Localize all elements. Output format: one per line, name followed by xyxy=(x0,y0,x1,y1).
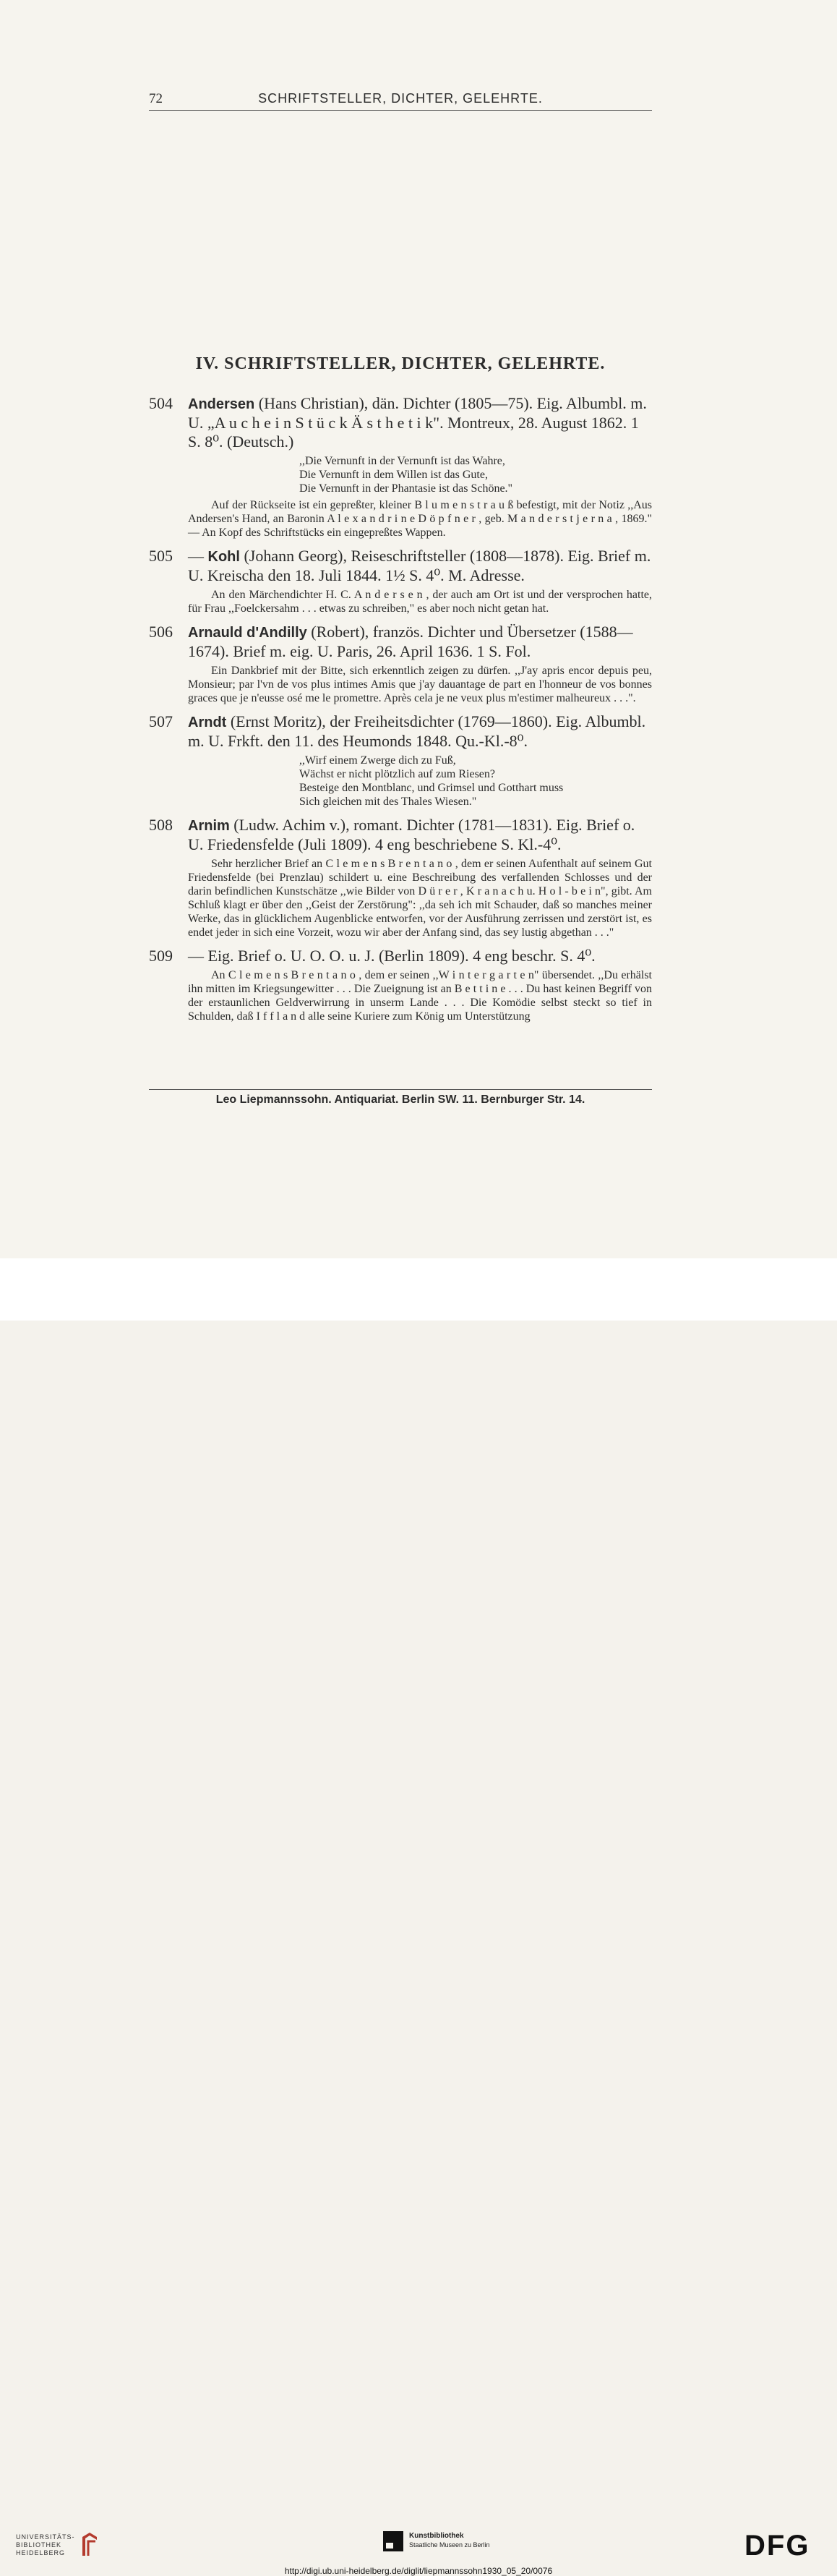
kunstbibliothek-subtitle: Staatliche Museen zu Berlin xyxy=(409,2541,490,2549)
entry-506 xyxy=(149,623,652,705)
kunstbibliothek-title: Kunstbibliothek xyxy=(409,2532,464,2540)
entry-prefix: — xyxy=(188,947,208,965)
header-rule xyxy=(149,110,652,111)
entry-note: An C l e m e n s B r e n t a n o , dem er seinen ,,W i n t e r g a r t e n" übersendet. ,,Du erhälst ihn mitten im Kriegsungewitter . . . Die Zueignung ist an B e t t i n e . . . Du hast keinen Begriff von der erstaunlichen Geldverwirrung in unserm Lande . . . Die Komödie selbst steckt so tief in Schulden, daß I f f l a n d alle seine Kuriere zum König um Unterstützung xyxy=(188,969,652,1023)
entry-poem xyxy=(299,754,652,809)
entry-507 xyxy=(149,712,652,809)
kunstbibliothek-logo-icon xyxy=(383,2531,403,2551)
university-line: HEIDELBERG xyxy=(16,2549,66,2556)
entry-note: An den Märchendichter H. C. A n d e r s e n , der auch am Ort ist und der versprochen hatte, für Frau ,,Foelckersahm . . . etwas zu schreiben," es aber noch nicht getan hat. xyxy=(188,589,652,615)
entry-number: 509 xyxy=(149,947,173,965)
permalink-url[interactable]: http://digi.ub.uni-heidelberg.de/diglit/liepmannssohn1930_05_20/0076 xyxy=(284,2566,553,2576)
entry-head xyxy=(149,623,652,661)
entry-head xyxy=(149,816,652,854)
entry-head-text: (Ernst Moritz), der Freiheitsdichter (1769—1860). Eig. Albumbl. m. U. Frkft. den 11. des Heumonds 1848. Qu.-Kl.-8⁰. xyxy=(188,712,646,750)
poem-line: Die Vernunft in der Phantasie ist das Schöne." xyxy=(299,482,513,495)
viewer-footer-bar xyxy=(0,1258,837,2576)
university-line: UNIVERSITÄTS- xyxy=(16,2533,75,2541)
entry-note: Ein Dankbrief mit der Bitte, sich erkenntlich zeigen zu dürfen. ,,J'ay apris encor depuis peu, Monsieur; par l'vn de vos plus intimes Amis que j'ay dauantage de part en l'honneur de vos bonnes graces que je n'eusse osé me le promettre. Après cela je ne veux plus m'estimer malheureux . . .". xyxy=(188,665,652,704)
poem-line: Besteige den Montblanc, und Grimsel und Gotthart muss xyxy=(299,782,564,794)
entry-head-text: (Hans Christian), dän. Dichter (1805—75). Eig. Albumbl. m. U. „A u c h e i n S t ü c k Ä s t h e t i k". Montreux, 28. August 1862. 1 S. 8⁰. (Deutsch.) xyxy=(188,394,647,451)
university-logo-icon xyxy=(80,2530,100,2559)
bleed-through xyxy=(152,127,652,143)
entry-number: 506 xyxy=(149,623,173,641)
entry-504 xyxy=(149,394,652,539)
entry-508 xyxy=(149,816,652,939)
entry-note: Auf der Rückseite ist ein gepreßter, kleiner B l u m e n s t r a u ß befestigt, mit der Notiz ,,Aus Andersen's Hand, an Baronin A l e x a n d r i n e D ö p f n e r , geb. M a n d e r s t j e r n a , 1869." — An Kopf des Schriftstücks ein eingepreßtes Wappen. xyxy=(188,499,652,539)
university-library-label xyxy=(16,2533,75,2557)
publisher-footer: Leo Liepmannssohn. Antiquariat. Berlin SW. 11. Bernburger Str. 14. xyxy=(215,1093,585,1106)
university-line: BIBLIOTHEK xyxy=(16,2541,62,2549)
entry-headword: Arnauld d'Andilly xyxy=(188,625,307,641)
entry-head-text: Eig. Brief o. U. O. O. u. J. (Berlin 1809). 4 eng beschr. S. 4⁰. xyxy=(207,947,596,965)
entries-list xyxy=(149,394,652,1031)
entry-headword: Kohl xyxy=(207,549,240,565)
entry-number: 508 xyxy=(149,816,173,834)
entry-head xyxy=(149,712,652,751)
poem-line: Die Vernunft in dem Willen ist das Gute, xyxy=(299,469,488,481)
entry-number: 504 xyxy=(149,394,173,412)
entry-head-text: (Ludw. Achim v.), romant. Dichter (1781—1831). Eig. Brief o. U. Friedensfelde (Juli 1809). 4 eng beschriebene S. Kl.-4⁰. xyxy=(188,816,635,853)
poem-line: Sich gleichen mit des Thales Wiesen." xyxy=(299,796,477,808)
entry-poem xyxy=(299,454,652,495)
document-page xyxy=(0,0,837,1258)
entry-number: 507 xyxy=(149,712,173,730)
poem-line: ,,Die Vernunft in der Vernunft ist das Wahre, xyxy=(299,455,505,467)
poem-line: ,,Wirf einem Zwerge dich zu Fuß, xyxy=(299,754,456,767)
header-title: SCHRIFTSTELLER, DICHTER, GELEHRTE. xyxy=(258,91,543,106)
entry-head xyxy=(149,947,652,965)
entry-509 xyxy=(149,947,652,1023)
kunstbibliothek-label xyxy=(409,2531,490,2549)
poem-line: Wächst er nicht plötzlich auf zum Riesen? xyxy=(299,768,496,780)
footer-rule xyxy=(149,1089,652,1090)
page-number: 72 xyxy=(149,91,163,106)
entry-note: Sehr herzlicher Brief an C l e m e n s B r e n t a n o , dem er seinen Aufenthalt auf seinem Gut Friedensfelde (bei Prenzlau) schildert u. eine Beschreibung des verfallenden Schlosses und der darin befindlichen Kunstschätze ,,wie Bilder von D ü r e r , K r a n a c h u. H o l - b e i n", gibt. Am Schluß klagt er über den ,,Geist der Zerstörung": ,,da seh ich mit Schauder, daß so manches meiner Werke, das in glücklichem Augenblicke entworfen, vor der Ausführung zerrissen und zerstört ist, es endet jeder in sich eine Vorzeit, wozu wir aber der Anfang sind, das sey lustig abgethan . . ." xyxy=(188,858,652,939)
dfg-logo: DFG xyxy=(744,2530,810,2562)
entry-head-text: (Robert), französ. Dichter und Übersetzer (1588—1674). Brief m. eig. U. Paris, 26. April 1636. 1 S. Fol. xyxy=(188,623,633,660)
entry-head-text: (Johann Georg), Reiseschriftsteller (1808—1878). Eig. Brief m. U. Kreischa den 18. Juli 1844. 1½ S. 4⁰. M. Adresse. xyxy=(188,547,651,584)
entry-headword: Arndt xyxy=(188,715,227,730)
running-header xyxy=(149,88,652,110)
entry-prefix: — xyxy=(188,547,208,565)
entry-head xyxy=(149,394,652,451)
entry-505 xyxy=(149,547,652,615)
entry-headword: Arnim xyxy=(188,818,230,834)
entry-head xyxy=(149,547,652,585)
section-title: IV. SCHRIFTSTELLER, DICHTER, GELEHRTE. xyxy=(195,354,606,373)
entry-headword: Andersen xyxy=(188,396,255,412)
entry-number: 505 xyxy=(149,547,173,565)
